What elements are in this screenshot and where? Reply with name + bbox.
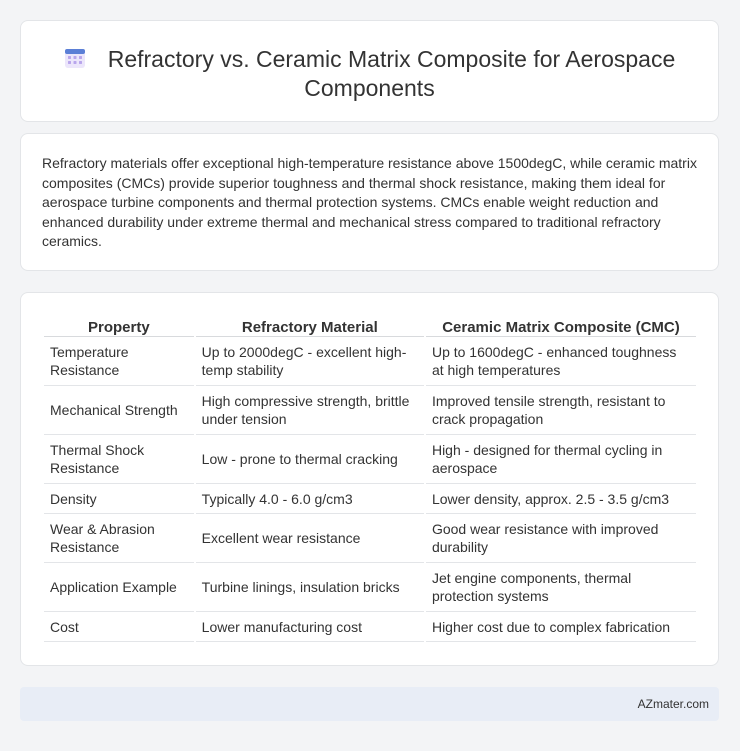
row-refractory: High compressive strength, brittle under tension xyxy=(196,386,424,435)
row-property: Application Example xyxy=(44,563,194,612)
row-cmc: Good wear resistance with improved durability xyxy=(426,514,696,563)
header-property: Property xyxy=(44,315,194,337)
row-property: Wear & Abrasion Resistance xyxy=(44,514,194,563)
table-header-row xyxy=(44,315,696,337)
header-refractory: Refractory Material xyxy=(196,315,424,337)
row-property: Thermal Shock Resistance xyxy=(44,435,194,484)
row-property: Density xyxy=(44,484,194,514)
row-cmc: Lower density, approx. 2.5 - 3.5 g/cm3 xyxy=(426,484,696,514)
footer-bar xyxy=(20,687,719,721)
header-cmc: Ceramic Matrix Composite (CMC) xyxy=(426,315,696,337)
table-row xyxy=(44,514,696,563)
summary-text: Refractory materials offer exceptional high-temperature resistance above 1500degC, while ceramic matrix composites (CMCs) provide superior toughness and thermal shock resistance, making them ideal for aerospace turbine components and thermal protection systems. CMCs enable weight reduction and enhanced durability under extreme thermal and mechanical stress compared to traditional refractory ceramics. xyxy=(42,155,697,249)
calendar-grid-icon xyxy=(64,47,86,69)
row-cmc: Higher cost due to complex fabrication xyxy=(426,612,696,642)
table-row xyxy=(44,612,696,642)
row-cmc: Up to 1600degC - enhanced toughness at high temperatures xyxy=(426,337,696,386)
row-refractory: Low - prone to thermal cracking xyxy=(196,435,424,484)
comparison-card xyxy=(20,292,719,666)
row-property: Cost xyxy=(44,612,194,642)
table-row xyxy=(44,386,696,435)
table-row xyxy=(44,484,696,514)
summary-card xyxy=(20,133,719,271)
row-refractory: Turbine linings, insulation bricks xyxy=(196,563,424,612)
comparison-table xyxy=(42,315,698,642)
page-title: Refractory vs. Ceramic Matrix Composite for Aerospace Components xyxy=(107,46,676,101)
row-cmc: Improved tensile strength, resistant to crack propagation xyxy=(426,386,696,435)
table-row xyxy=(44,337,696,386)
row-refractory: Up to 2000degC - excellent high-temp stability xyxy=(196,337,424,386)
row-cmc: Jet engine components, thermal protection systems xyxy=(426,563,696,612)
footer-brand: AZmater.com xyxy=(637,697,709,711)
row-refractory: Lower manufacturing cost xyxy=(196,612,424,642)
row-refractory: Typically 4.0 - 6.0 g/cm3 xyxy=(196,484,424,514)
table-row xyxy=(44,435,696,484)
table-row xyxy=(44,563,696,612)
row-refractory: Excellent wear resistance xyxy=(196,514,424,563)
title-card xyxy=(20,20,719,122)
row-cmc: High - designed for thermal cycling in aerospace xyxy=(426,435,696,484)
row-property: Mechanical Strength xyxy=(44,386,194,435)
row-property: Temperature Resistance xyxy=(44,337,194,386)
page-title-block xyxy=(21,45,718,103)
